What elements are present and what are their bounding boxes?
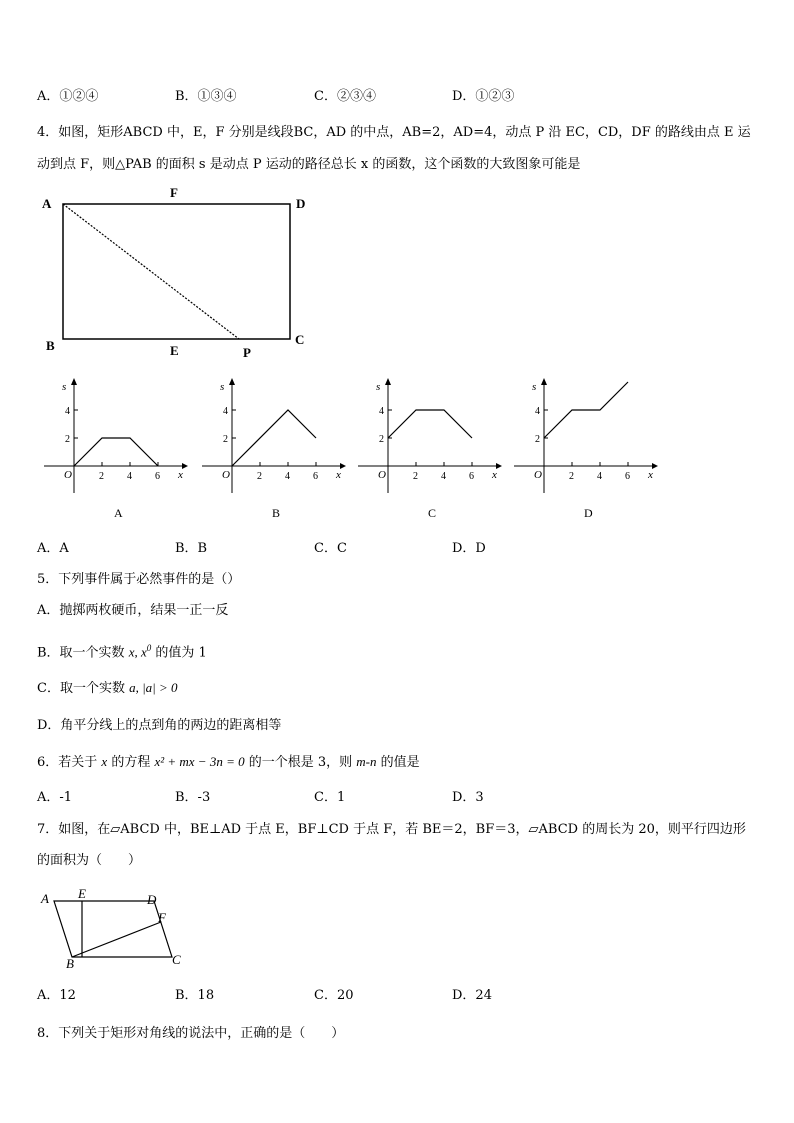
x-tick-label: 2 (257, 471, 262, 482)
x-tick-label: 4 (285, 471, 290, 482)
x-tick-label: 4 (597, 471, 602, 482)
graph-c (354, 375, 504, 525)
y-axis-label: s (220, 381, 225, 393)
x-axis-arrow (182, 463, 188, 469)
q4-label-d: D (296, 196, 306, 211)
graph-caption: A (114, 506, 123, 520)
x-tick-label: 2 (413, 471, 418, 482)
q5-option-d: D．角平分线上的点到角的两边的距离相等 (37, 718, 282, 733)
x-axis-label: x (492, 469, 497, 481)
x-axis-label: x (648, 469, 653, 481)
q5-option-c: C．取一个实数 a, |a| > 0 (37, 680, 178, 696)
q5-option-a: A．抛掷两枚硬币，结果一正一反 (37, 603, 229, 618)
y-axis-arrow (541, 378, 547, 385)
q7-label-b: B (66, 956, 74, 971)
q4-label-p: P (243, 345, 251, 360)
x-tick-label: 6 (313, 471, 318, 482)
graph-a (40, 375, 190, 525)
q4-label-e: E (170, 343, 179, 358)
x-tick-label: 2 (569, 471, 574, 482)
q7-label-c: C (172, 952, 181, 967)
graph-caption: C (428, 506, 437, 520)
graph-line (544, 382, 628, 438)
y-tick-label: 2 (65, 434, 70, 445)
q7-stem-line2: 的面积为（ ） (37, 853, 142, 868)
x-axis-arrow (496, 463, 502, 469)
q4-label-f: F (170, 185, 178, 200)
x-axis-label: x (178, 469, 183, 481)
y-tick-label: 2 (535, 434, 540, 445)
y-tick-label: 4 (535, 406, 540, 417)
graph-caption: D (584, 506, 593, 520)
x-tick-label: 6 (625, 471, 630, 482)
x-axis-arrow (652, 463, 658, 469)
graph-d (510, 375, 660, 525)
x-tick-label: 4 (127, 471, 132, 482)
x-tick-label: 2 (99, 471, 104, 482)
q6-option-b: B．-3 (175, 790, 211, 805)
q7-label-f: F (158, 910, 166, 925)
y-tick-label: 2 (223, 434, 228, 445)
q4-stem-line2: 动到点 F，则△PAB 的面积 s 是动点 P 运动的路径总长 x 的函数，这个函数的大致图象可能是 (37, 157, 581, 172)
y-axis-arrow (71, 378, 77, 385)
origin-label: O (378, 469, 386, 481)
q6-option-a: A．-1 (37, 790, 73, 805)
q4-graphs (40, 375, 670, 525)
q5-option-b: B．取一个实数 x, $x^0$ 的值为 1 (37, 643, 207, 661)
x-axis-label: x (336, 469, 341, 481)
q7-option-c: C．20 (314, 988, 354, 1003)
q4-stem-line1: 4．如图，矩形ABCD 中，E，F 分别是线段BC，AD 的中点，AB=2，AD=4，动点 P 沿 EC，CD，DF 的路线由点 E 运 (37, 125, 751, 140)
x-axis-arrow (340, 463, 346, 469)
origin-label: O (64, 469, 72, 481)
q4-label-c: C (295, 332, 305, 347)
q7-label-e: E (78, 886, 86, 901)
q7-parallelogram-figure (36, 884, 196, 972)
q7-option-a: A．12 (37, 988, 76, 1003)
q4-option-c: C．C (314, 541, 347, 556)
q7-option-b: B．18 (175, 988, 215, 1003)
q3-option-d: D．①②③ (452, 89, 515, 104)
q4-label-b: B (46, 338, 55, 353)
graph-b (198, 375, 348, 525)
q7-label-d: D (147, 892, 157, 907)
y-axis-label: s (62, 381, 67, 393)
q4-label-a: A (42, 196, 52, 211)
y-axis-arrow (229, 378, 235, 385)
x-tick-label: 6 (469, 471, 474, 482)
graph-line (232, 410, 316, 466)
y-tick-label: 4 (65, 406, 70, 417)
graph-line (74, 438, 158, 466)
x-tick-label: 6 (155, 471, 160, 482)
q7-stem-line1: 7．如图，在▱ABCD 中，BE⊥AD 于点 E，BF⊥CD 于点 F，若 BE＝2，BF＝3，▱ABCD 的周长为 20，则平行四边形 (37, 822, 746, 837)
y-tick-label: 4 (379, 406, 384, 417)
q4-rectangle-figure (36, 180, 326, 360)
y-tick-label: 2 (379, 434, 384, 445)
q6-option-d: D．3 (452, 790, 484, 805)
q5-stem: 5．下列事件属于必然事件的是（） (37, 572, 241, 587)
q6-option-c: C．1 (314, 790, 346, 805)
y-tick-label: 4 (223, 406, 228, 417)
q3-option-a: A．①②④ (37, 89, 99, 104)
q4-option-a: A．A (37, 541, 69, 556)
origin-label: O (534, 469, 542, 481)
q3-option-c: C．②③④ (314, 89, 376, 104)
graph-caption: B (272, 506, 281, 520)
q4-option-b: B．B (175, 541, 208, 556)
origin-label: O (222, 469, 230, 481)
q6-stem: 6．若关于 x 的方程 x² + mx − 3n = 0 的一个根是 3，则 m-n 的值是 (37, 754, 420, 770)
x-tick-label: 4 (441, 471, 446, 482)
y-axis-arrow (385, 378, 391, 385)
q7-option-d: D．24 (452, 988, 492, 1003)
q3-option-b: B．①③④ (175, 89, 237, 104)
q8-stem: 8．下列关于矩形对角线的说法中，正确的是（ ） (37, 1026, 345, 1041)
q4-option-d: D．D (452, 541, 486, 556)
y-axis-label: s (376, 381, 381, 393)
y-axis-label: s (532, 381, 537, 393)
q7-label-a: A (41, 891, 49, 906)
graph-line (388, 410, 472, 438)
